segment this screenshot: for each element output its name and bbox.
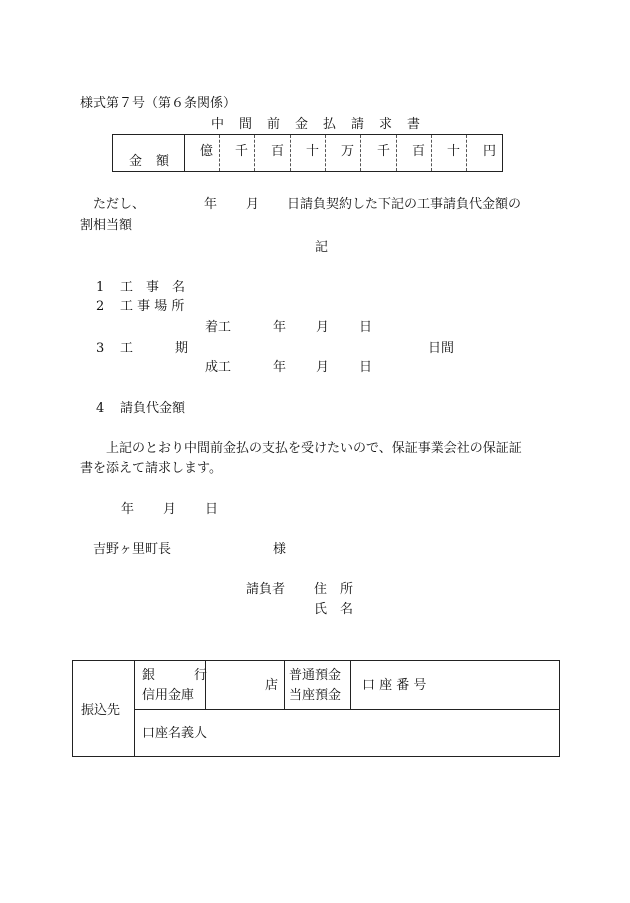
- proviso-line2: 割相当額: [80, 218, 133, 233]
- start-year: 年: [273, 320, 287, 335]
- claimant-label: 請負者: [246, 582, 286, 597]
- days-label: 日間: [428, 341, 455, 356]
- claimant-address-label: 住 所: [314, 582, 354, 597]
- bank-label-credit-union: 信用金庫: [142, 688, 195, 703]
- claimant-name-label: 氏 名: [314, 602, 354, 617]
- item2-number: 2: [96, 299, 105, 314]
- item4-number: 4: [96, 401, 105, 416]
- digit-cell-juu-man: [291, 135, 326, 171]
- item1-number: 1: [96, 280, 105, 295]
- digit-cell-juu: [432, 135, 467, 171]
- start-label: 着工: [205, 320, 232, 335]
- ki-heading: 記: [315, 240, 329, 255]
- digit-cell-sen: [361, 135, 397, 171]
- start-month: 月: [316, 320, 330, 335]
- form-number: 様式第７号（第６条関係）: [80, 96, 237, 111]
- proviso-prefix: ただし、: [93, 197, 146, 212]
- account-holder-label: 口座名義人: [142, 726, 208, 741]
- bank-header: 振込先: [81, 703, 121, 718]
- digit-unit-en: 円: [482, 144, 496, 159]
- account-number-label: 口 座 番 号: [362, 678, 427, 693]
- bank-transfer-table: [72, 660, 560, 757]
- amount-label: 金額: [129, 154, 184, 169]
- amount-box: [112, 134, 503, 172]
- account-type-current: 当座預金: [289, 688, 342, 703]
- page-title: 中 間 前 金 払 請 求 書: [211, 117, 422, 132]
- item4-label: 請負代金額: [120, 401, 186, 416]
- proviso-month: 月: [246, 197, 260, 212]
- digit-unit-oku: 億: [199, 144, 213, 159]
- statement-line2: 書を添えて請求します。: [80, 461, 222, 476]
- end-day: 日: [359, 360, 373, 375]
- digit-cell-sen-man: [220, 135, 255, 171]
- date-year: 年: [121, 502, 135, 517]
- digit-unit-sen: 千: [376, 144, 390, 159]
- date-month: 月: [163, 502, 177, 517]
- account-type-ordinary: 普通預金: [289, 668, 342, 683]
- digit-unit-sen-man: 千: [234, 144, 248, 159]
- item3-number: 3: [96, 341, 105, 356]
- proviso-rest: 日請負契約した下記の工事請負代金額の: [287, 197, 522, 212]
- bank-branch-label: 店: [265, 678, 279, 693]
- end-label: 成工: [205, 360, 232, 375]
- digit-cell-oku: [185, 135, 220, 171]
- item1-label: 工 事 名: [120, 280, 186, 295]
- digit-unit-hyaku-man: 百: [270, 144, 284, 159]
- bank-label-bank: 銀 行: [142, 668, 208, 683]
- digit-cell-man: [326, 135, 361, 171]
- statement-line1: 上記のとおり中間前金払の支払を受けたいので、保証事業会社の保証証: [106, 441, 522, 456]
- amount-label-cell: [113, 135, 185, 171]
- date-day: 日: [205, 502, 219, 517]
- bank-divider-type: [350, 661, 351, 709]
- start-day: 日: [359, 320, 373, 335]
- addressee-honorific: 様: [273, 542, 287, 557]
- addressee-name: 吉野ヶ里町長: [93, 542, 172, 557]
- digit-unit-man: 万: [340, 144, 354, 159]
- digit-unit-juu: 十: [446, 144, 460, 159]
- item3-label-b: 期: [175, 341, 189, 356]
- end-year: 年: [273, 360, 287, 375]
- digit-cell-hyaku: [397, 135, 432, 171]
- bank-divider-row: [134, 709, 560, 710]
- digit-unit-hyaku: 百: [411, 144, 425, 159]
- digit-unit-juu-man: 十: [305, 144, 319, 159]
- item3-label-a: 工: [120, 341, 134, 356]
- item2-label: 工 事 場 所: [120, 299, 185, 314]
- digit-cell-en: [467, 135, 502, 171]
- end-month: 月: [316, 360, 330, 375]
- bank-divider-branch: [284, 661, 285, 709]
- digit-cell-hyaku-man: [255, 135, 291, 171]
- proviso-year: 年: [204, 197, 218, 212]
